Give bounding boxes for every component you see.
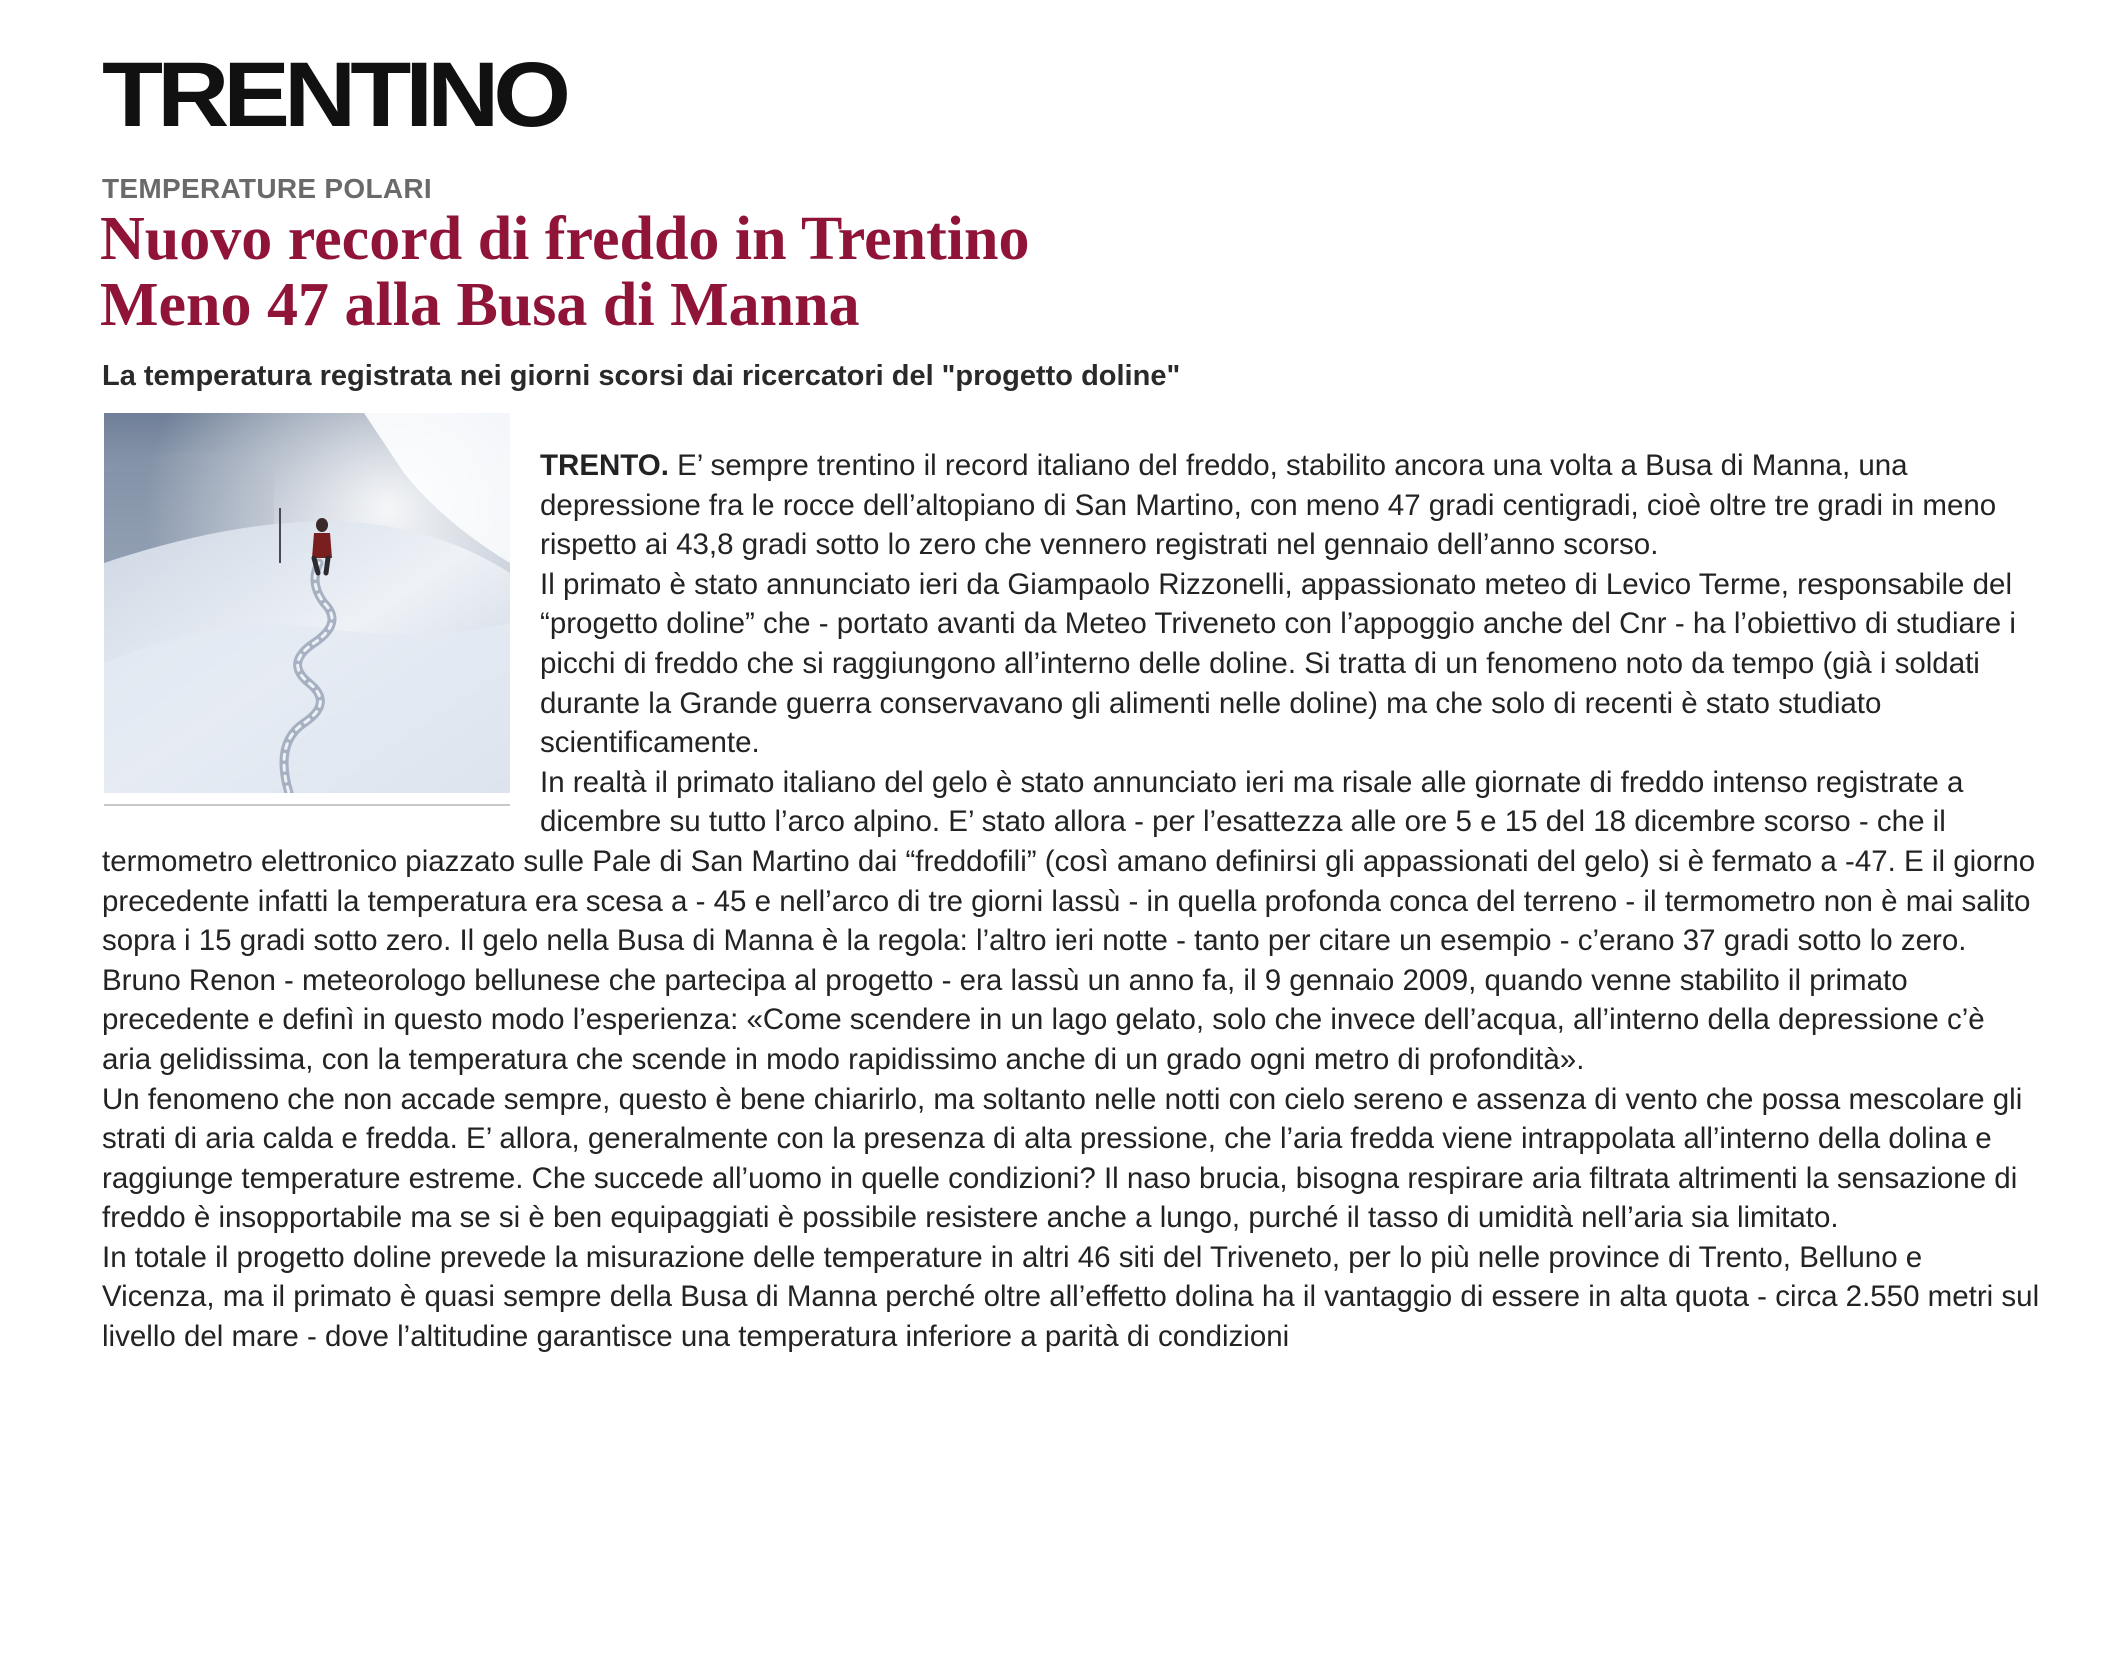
- paragraph-2: Il primato è stato annunciato ieri da Giampaolo Rizzonelli, appassionato meteo di Levico Terme, responsabile del “progetto doline” che - portato avanti da Meteo Triveneto con l’appoggio anche del Cnr - ha l’obiettivo di studiare i picchi di freddo che si raggiungono all’interno delle doline. Si tratta di un fenomeno noto da tempo (già i soldati durante la Grande guerra conservavano gli alimenti nelle doline) ma che solo di recenti è stato studiato scientificamente.: [540, 567, 2016, 760]
- article-body: [102, 446, 2042, 1357]
- article-kicker: TEMPERATURE POLARI: [102, 173, 432, 204]
- paragraph-5: Un fenomeno che non accade sempre, questo è bene chiarirlo, ma soltanto nelle notti con cielo sereno e assenza di vento che possa mescolare gli strati di aria calda e fredda. E’ allora, generalmente con la presenza di alta pressione, che l’aria fredda viene intrappolata all’interno della dolina e raggiunge temperature estreme. Che succede all’uomo in quelle condizioni? Il naso brucia, bisogna respirare aria filtrata altrimenti la sensazione di freddo è insopportabile ma se si è ben equipaggiati è possibile resistere anche a lungo, purché il tasso di umidità nell’aria sia limitato.: [102, 1082, 2023, 1235]
- headline-line-2: Meno 47 alla Busa di Manna: [100, 271, 860, 339]
- paragraph-6: In totale il progetto doline prevede la misurazione delle temperature in altri 46 siti del Triveneto, per lo più nelle province di Trento, Belluno e Vicenza, ma il primato è quasi sempre della Busa di Manna perché oltre all’effetto dolina ha il vantaggio di essere in alta quota - circa 2.550 metri sul livello del mare - dove l’altitudine garantisce una temperatura inferiore a parità di condizioni: [102, 1240, 2040, 1354]
- article-headline: [100, 206, 1600, 338]
- headline-line-1: Nuovo record di freddo in Trentino: [100, 205, 1030, 273]
- paragraph-4: Bruno Renon - meteorologo bellunese che partecipa al progetto - era lassù un anno fa, il 9 gennaio 2009, quando venne stabilito il primato precedente e definì in questo modo l’esperienza: «Come scendere in un lago gelato, solo che invece dell’acqua, all’interno della depressione c’è aria gelidissima, con la temperatura che scende in modo rapidissimo anche di un grado ogni metro di profondità».: [102, 963, 1985, 1076]
- article-subtitle: La temperatura registrata nei giorni scorsi dai ricercatori del "progetto doline": [102, 360, 1181, 392]
- masthead-logo: TRENTINO: [102, 43, 566, 147]
- photo-text-wrap: [102, 446, 540, 812]
- paragraph-1-text: E’ sempre trentino il record italiano del freddo, stabilito ancora una volta a Busa di Manna, una depressione fra le rocce dell’altopiano di San Martino, con meno 47 gradi centigradi, cioè oltre tre gradi in meno rispetto ai 43,8 gradi sotto lo zero che vennero registrati nel gennaio dell’anno scorso.: [540, 449, 1997, 562]
- dateline: TRENTO.: [540, 449, 669, 482]
- paragraph-3: In realtà il primato italiano del gelo è stato annunciato ieri ma risale alle giornate di freddo intenso registrate a dicembre su tutto l’arco alpino. E’ stato allora - per l’esattezza alle ore 5 e 15 del 18 dicembre scorso - che il termometro elettronico piazzato sulle Pale di San Martino dai “freddofili” (così amano definirsi gli appassionati del gelo) si è fermato a -47. E il giorno precedente infatti la temperatura era scesa a - 45 e nell’arco di tre giorni lassù - in quella profonda conca del terreno - il termometro non è mai salito sopra i 15 gradi sotto zero. Il gelo nella Busa di Manna è la regola: l’altro ieri notte - tanto per citare un esempio - c’erano 37 gradi sotto lo zero.: [102, 765, 2036, 958]
